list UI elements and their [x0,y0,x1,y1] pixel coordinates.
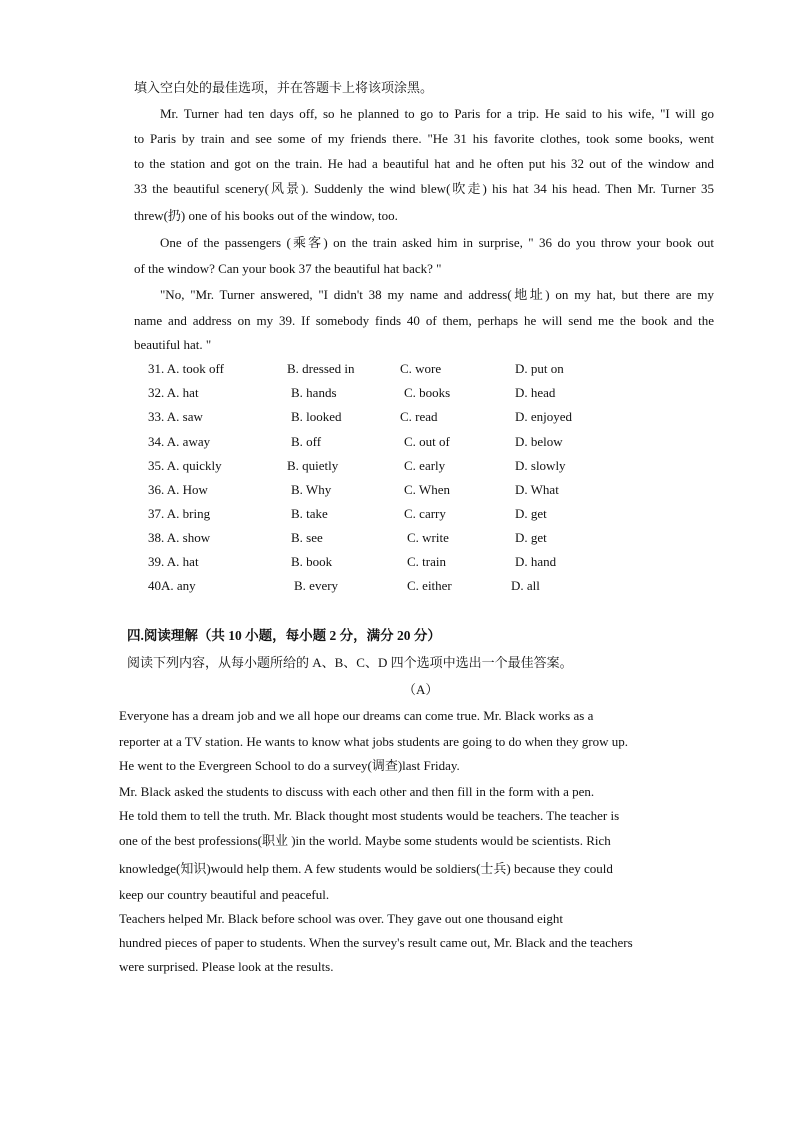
option-d: D. hand [515,554,557,569]
option-d: D. enjoyed [515,409,573,424]
cloze-line: beautiful hat. " [134,337,212,352]
passage-line: were surprised. Please look at the results. [119,959,334,974]
option-b: B. dressed in [287,361,355,376]
option-b: B. every [294,578,339,593]
option-d: D. get [515,530,547,545]
option-b: B. book [291,554,333,569]
cloze-line: to the station and got on the train. He had a beautiful hat and he often put his 32 out of the window and [134,156,714,171]
option-a: 35. A. quickly [148,458,222,473]
option-c: C. train [407,554,446,569]
passage-line: He went to the Evergreen School to do a survey(调查)last Friday. [119,758,460,773]
option-b: B. hands [291,385,337,400]
option-d: D. What [515,482,559,497]
option-a: 40A. any [148,578,196,593]
option-c: C. either [407,578,452,593]
option-a: 34. A. away [148,434,211,449]
option-a: 38. A. show [148,530,211,545]
option-d: D. put on [515,361,564,376]
option-c: C. read [400,409,438,424]
option-c: C. When [404,482,450,497]
cloze-line: name and address on my 39. If somebody finds 40 of them, perhaps he will send me the book and the [134,313,714,328]
cloze-line: Mr. Turner had ten days off, so he planned to go to Paris for a trip. He said to his wife, "I will go [160,106,714,121]
option-a: 32. A. hat [148,385,199,400]
section-instruction: 阅读下列内容，从每小题所给的 A、B、C、D 四个选项中选出一个最佳答案。 [127,655,573,670]
option-b: B. Why [291,482,332,497]
option-a: 33. A. saw [148,409,203,424]
passage-line: keep our country beautiful and peaceful. [119,887,330,902]
cloze-line: threw(扔) one of his books out of the window, too. [134,208,398,223]
option-d: D. slowly [515,458,566,473]
option-c: C. early [404,458,446,473]
option-b: B. take [291,506,328,521]
option-d: D. below [515,434,563,449]
passage-line: hundred pieces of paper to students. When the survey's result came out, Mr. Black and the teachers [119,935,633,950]
option-c: C. out of [404,434,450,449]
option-d: D. head [515,385,556,400]
option-c: C. wore [400,361,442,376]
passage-line: one of the best professions(职业 )in the world. Maybe some students would be scientists. Rich [119,833,611,848]
option-d: D. get [515,506,547,521]
option-a: 37. A. bring [148,506,211,521]
option-b: B. off [291,434,322,449]
option-a: 39. A. hat [148,554,199,569]
option-c: C. books [404,385,451,400]
cloze-line: One of the passengers (乘客) on the train asked him in surprise, " 36 do you throw your book out [160,235,714,250]
option-b: B. looked [291,409,342,424]
passage-line: Teachers helped Mr. Black before school was over. They gave out one thousand eight [119,911,563,926]
cloze-line: of the window? Can your book 37 the beautiful hat back? " [134,261,442,276]
option-d: D. all [511,578,540,593]
passage-line: He told them to tell the truth. Mr. Black thought most students would be teachers. The teacher is [119,808,620,823]
passage-line: Everyone has a dream job and we all hope our dreams can come true. Mr. Black works as a [119,708,594,723]
option-a: 31. A. took off [148,361,224,376]
cloze-line: "No, "Mr. Turner answered, "I didn't 38 my name and address(地址) on my hat, but there are my [160,287,714,302]
option-c: C. carry [404,506,446,521]
passage-line: knowledge(知识)would help them. A few students would be soldiers(士兵) because they could [119,861,613,876]
passage-label: （A） [403,682,439,697]
cloze-line: 33 the beautiful scenery(风景). Suddenly the wind blew(吹走) his hat 34 his head. Then Mr. Turner 35 [134,181,714,196]
cloze-instruction: 填入空白处的最佳选项，并在答题卡上将该项涂黑。 [134,80,434,95]
passage-line: reporter at a TV station. He wants to know what jobs students are going to do when they grow up. [119,734,628,749]
cloze-line: to Paris by train and see some of my friends there. "He 31 his favorite clothes, took some books, went [134,131,714,146]
section-title: 四.阅读理解（共 10 小题，每小题 2 分，满分 20 分） [127,628,441,643]
option-a: 36. A. How [148,482,208,497]
option-b: B. see [291,530,323,545]
option-c: C. write [407,530,449,545]
passage-line: Mr. Black asked the students to discuss with each other and then fill in the form with a pen. [119,784,595,799]
option-b: B. quietly [287,458,339,473]
